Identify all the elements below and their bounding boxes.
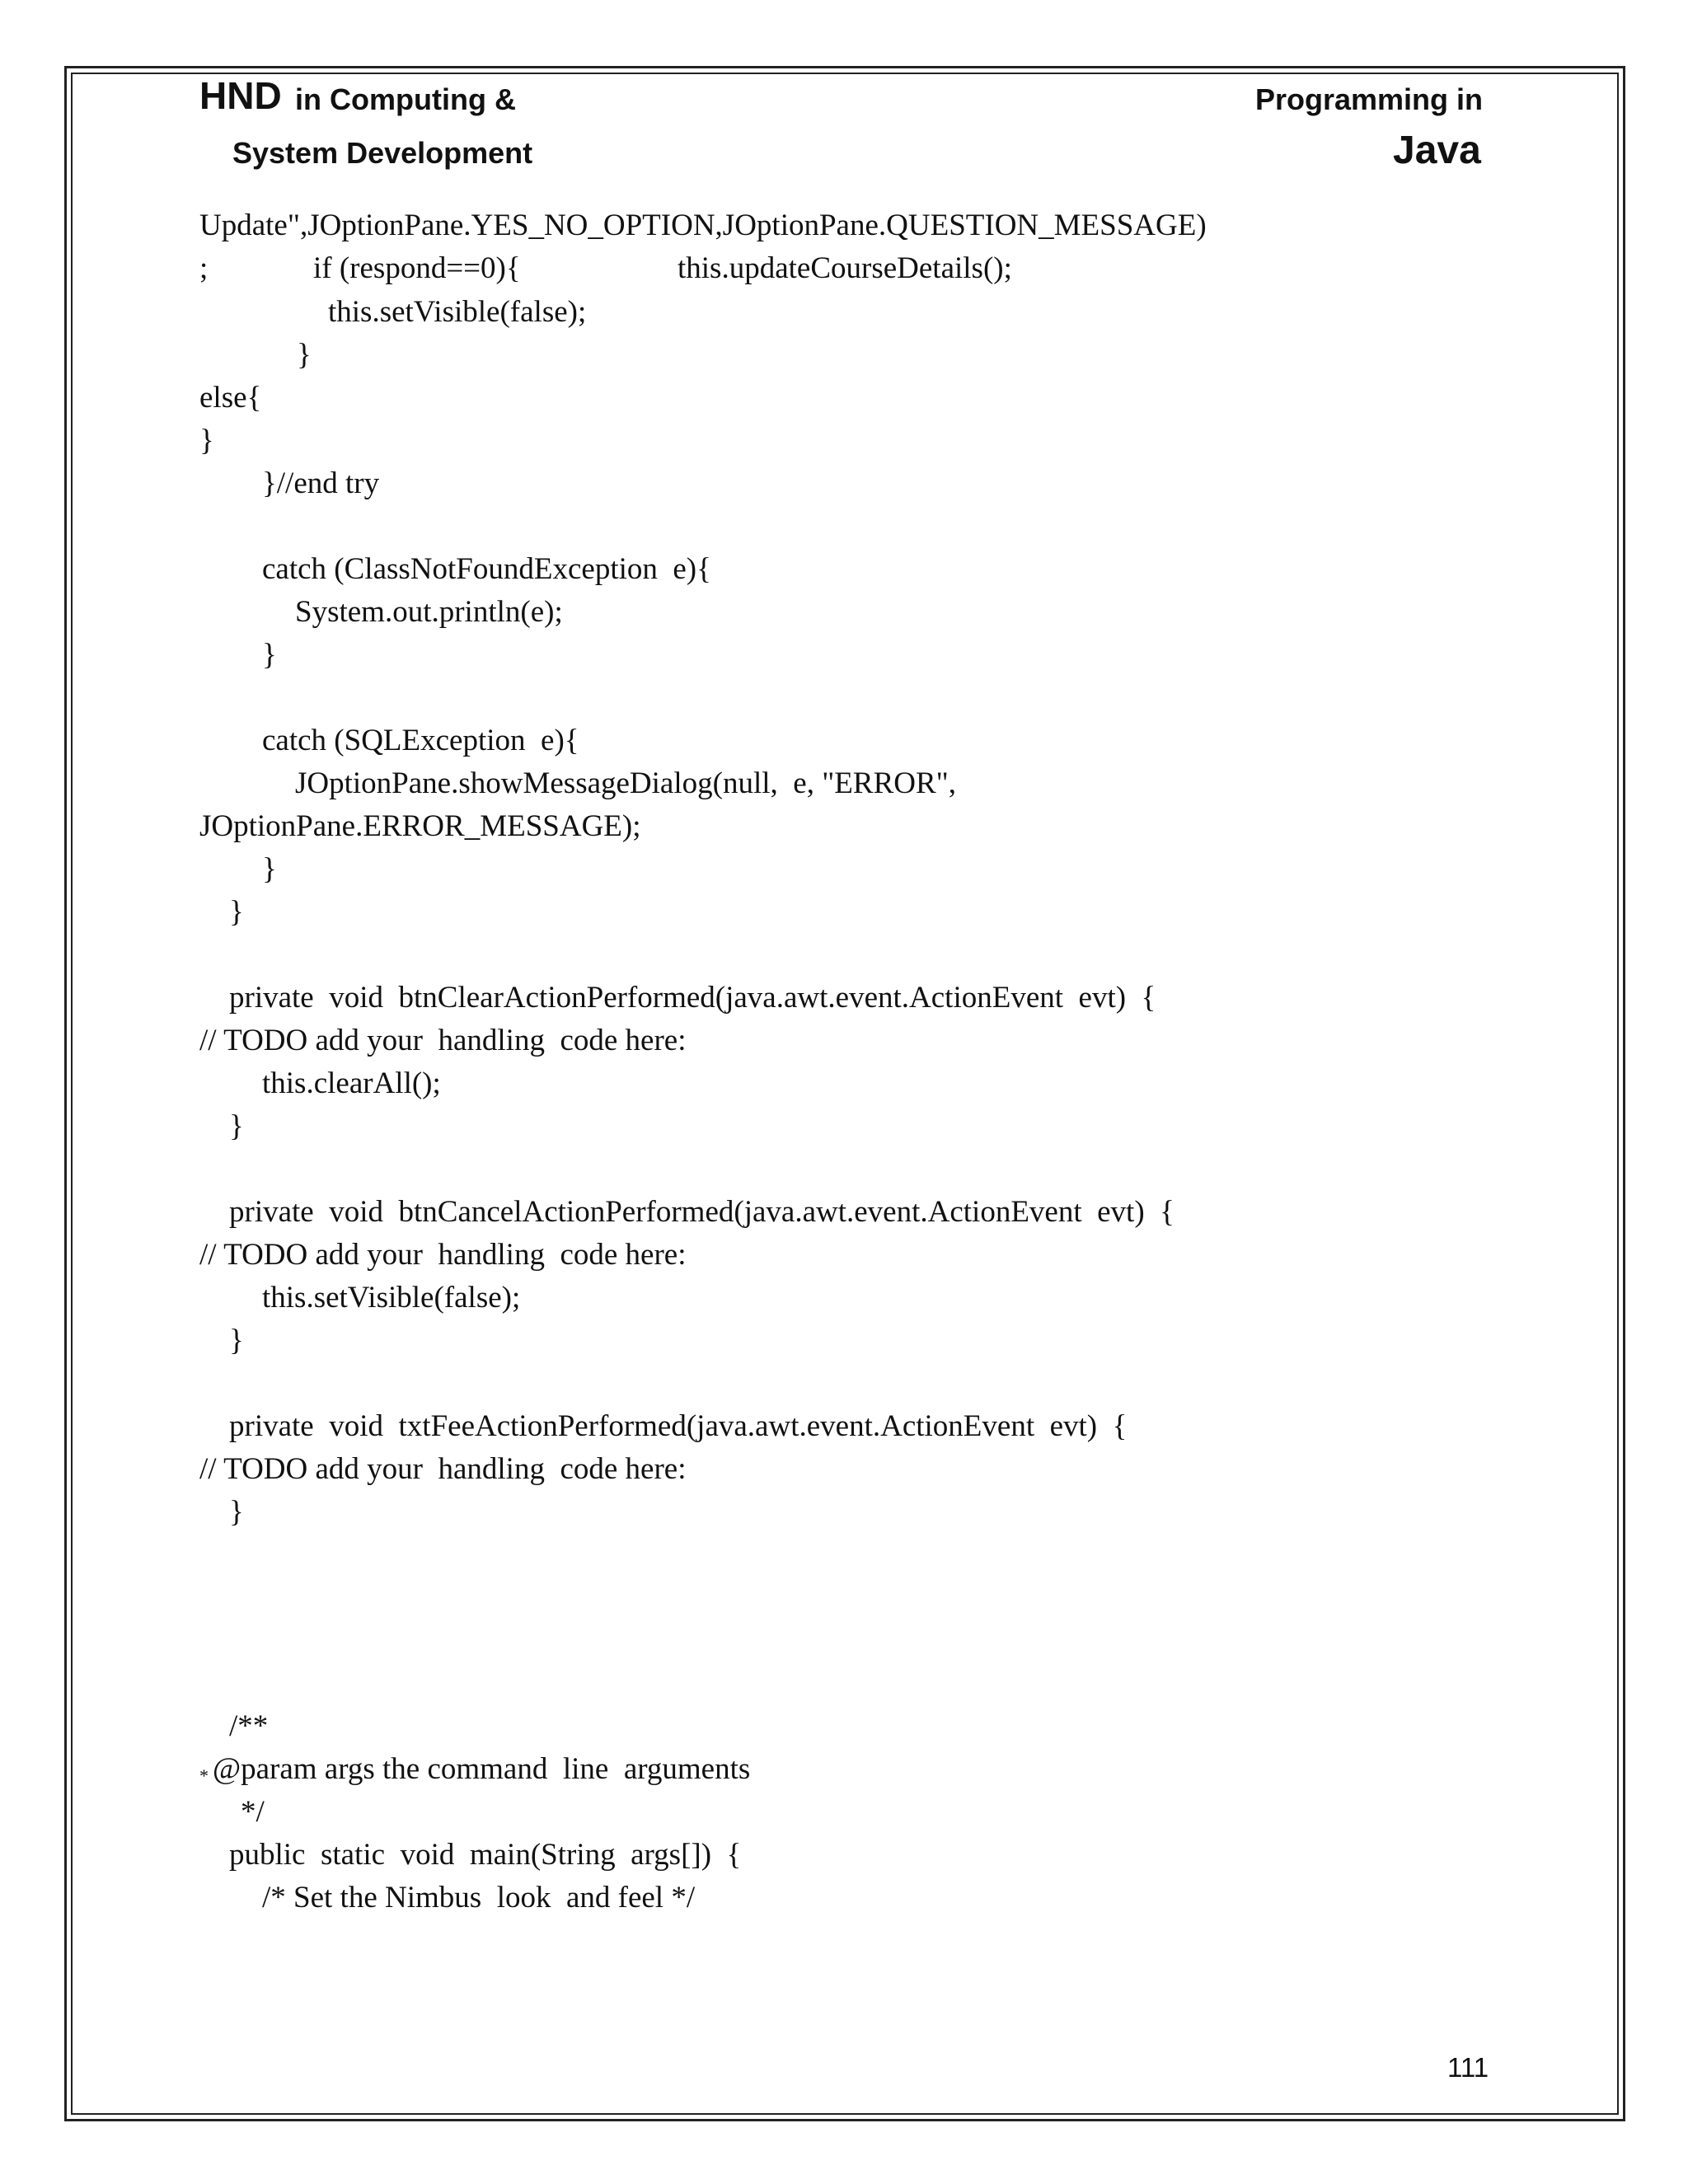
code-line: public static void main(String args[]) { [229,1838,742,1872]
header-subtitle: System Development [232,136,533,170]
header-module: Programming in [1255,82,1484,116]
code-line: } [262,638,277,672]
code-line: System.out.println(e); [295,595,563,629]
code-line: */ [241,1795,265,1829]
code-line: if (respond==0){ [313,251,521,285]
code-line: else{ [199,381,262,415]
header-language: Java [1393,129,1481,172]
code-line: // TODO add your handling code here: [199,1024,687,1057]
code-line: // TODO add your handling code here: [199,1452,687,1486]
code-line: JOptionPane.showMessageDialog(null, e, "ERROR", [295,766,957,800]
code-line: ; [199,251,209,285]
code-line: JOptionPane.ERROR_MESSAGE); [199,809,641,843]
code-line: } [229,895,244,929]
code-line: @param args the command line arguments [213,1752,751,1786]
code-line: catch (SQLException e){ [262,724,579,757]
code-line: this.clearAll(); [262,1066,441,1100]
code-line: // TODO add your handling code here: [199,1238,687,1272]
code-line: this.setVisible(false); [262,1281,521,1315]
code-line: } [229,1324,244,1357]
code-line: Update",JOptionPane.YES_NO_OPTION,JOptionPane.QUESTION_MESSAGE) [199,209,1207,242]
code-line: /** [229,1709,269,1743]
code-line: this.setVisible(false); [328,295,587,329]
code-line: /* Set the Nimbus look and feel */ [262,1881,696,1915]
code-line: } [229,1495,244,1529]
code-line: private void btnCancelActionPerformed(java.awt.event.ActionEvent evt) { [229,1195,1175,1229]
code-line: * [199,1765,209,1786]
page-number: 111 [1447,2052,1489,2083]
header-course: in Computing & [295,82,516,116]
code-line: catch (ClassNotFoundException e){ [262,552,711,586]
code-line: } [229,1109,244,1143]
code-line: } [199,424,214,457]
code-line: private void txtFeeActionPerformed(java.awt.event.ActionEvent evt) { [229,1409,1128,1443]
code-line: } [297,338,312,372]
header-hnd: HND [199,74,282,117]
code-line: this.updateCourseDetails(); [678,251,1012,285]
code-line: }//end try [262,466,380,500]
code-line: private void btnClearActionPerformed(java.awt.event.ActionEvent evt) { [229,981,1156,1015]
code-line: } [262,852,277,886]
